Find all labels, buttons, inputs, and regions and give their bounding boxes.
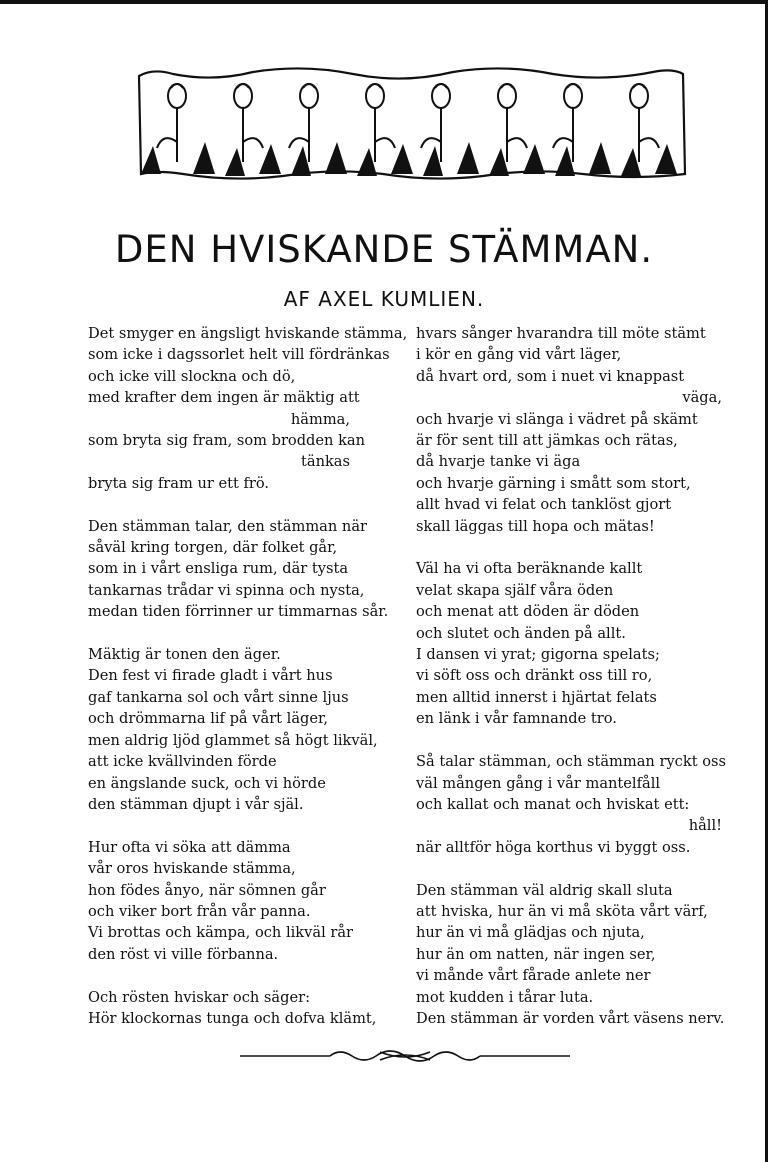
poem-author: AF AXEL KUMLIEN.	[283, 287, 485, 311]
poem-line: men aldrig ljöd glammet så högt likväl,	[88, 731, 378, 749]
left-stanza	[88, 516, 398, 623]
poem-line: den stämman djupt i vår själ.	[88, 795, 304, 813]
left-stanza	[88, 837, 398, 965]
poem-line: vi söft oss och dränkt oss till ro,	[416, 667, 653, 685]
left-stanza	[88, 987, 398, 1030]
right-stanza	[416, 558, 728, 729]
poem-line: Och rösten hviskar och säger:	[88, 988, 310, 1006]
tulip-banner-illustration	[133, 62, 689, 192]
poem-line: Mäktig är tonen den äger.	[88, 646, 281, 664]
poem-line: väga,	[682, 389, 722, 407]
poem-title: DEN HVISKANDE STÄMMAN.	[114, 228, 654, 271]
poem-line: är för sent till att jämkas och rätas,	[416, 432, 678, 450]
tailpiece-ornament	[240, 1044, 570, 1068]
poem-line: då hvarje tanke vi äga	[416, 453, 581, 471]
poem-line: bryta sig fram ur ett frö.	[88, 474, 270, 492]
poem-line: med krafter dem ingen är mäktig att	[88, 389, 360, 407]
poem-line: och hvarje gärning i smått som stort,	[416, 474, 691, 492]
poem-line: som icke i dagssorlet helt vill fördränkas	[88, 346, 390, 364]
poem-line: tänkas	[301, 453, 350, 471]
poem-line: som in i vårt ensliga rum, där tysta	[88, 560, 349, 578]
poem-line: en ängslande suck, och vi hörde	[88, 774, 326, 792]
left-stanza	[88, 323, 408, 494]
poem-line: Så talar stämman, och stämman ryckt oss	[416, 753, 726, 771]
poem-line: och menat att döden är döden	[416, 603, 640, 621]
poem-line: och icke vill slockna och dö,	[88, 367, 296, 385]
poem-line: Den stämman är vorden vårt väsens nerv.	[416, 1009, 725, 1027]
right-stanza	[416, 880, 728, 1030]
poem-line: Det smyger en ängsligt hviskande stämma,	[88, 325, 408, 342]
poem-line: Den stämman talar, den stämman när	[88, 517, 367, 535]
poem-line: och viker bort från vår panna.	[88, 902, 311, 920]
poem-line: Den stämman väl aldrig skall sluta	[416, 881, 673, 899]
poem-line: hon födes ånyo, när sömnen går	[88, 881, 326, 899]
poem-line: Väl ha vi ofta beräknande kallt	[416, 560, 643, 578]
left-stanza	[88, 644, 398, 815]
poem-line: vi månde vårt fårade anlete ner	[416, 967, 651, 985]
poem-line: tankarnas trådar vi spinna och nysta,	[88, 581, 365, 599]
poem-line: velat skapa själf våra öden	[416, 581, 614, 599]
poem-line: och slutet och änden på allt.	[416, 624, 626, 642]
right-stanza	[416, 751, 728, 858]
poem-line: Den fest vi firade gladt i vårt hus	[88, 667, 333, 685]
poem-line: Vi brottas och kämpa, och likväl rår	[88, 924, 354, 942]
poem-line: den röst vi ville förbanna.	[88, 945, 279, 963]
poem-line: som bryta sig fram, som brodden kan	[88, 432, 366, 450]
poem-line: skall läggas till hopa och mätas!	[416, 517, 655, 535]
poem-line: medan tiden förrinner ur timmarnas sår.	[88, 603, 389, 621]
poem-line: och drömmarna lif på vårt läger,	[88, 710, 329, 728]
poem-line: i kör en gång vid vårt läger,	[416, 346, 622, 364]
poem-line: en länk i vår famnande tro.	[416, 710, 617, 728]
poem-line: väl mången gång i vår mantelfåll	[416, 774, 661, 792]
poem-line: när alltför höga korthus vi byggt oss.	[416, 838, 691, 856]
poem-line: och kallat och manat och hviskat ett:	[416, 795, 690, 813]
poem-line: att icke kvällvinden förde	[88, 753, 277, 771]
poem-line: vår oros hviskande stämma,	[88, 860, 296, 878]
poem-line: och hvarje vi slänga i vädret på skämt	[416, 410, 698, 428]
poem-line: hur än om natten, när ingen ser,	[416, 945, 656, 963]
poem-right-column	[416, 323, 728, 1051]
poem-line: mot kudden i tårar luta.	[416, 988, 594, 1006]
poem-line: Hur ofta vi söka att dämma	[88, 838, 291, 856]
right-stanza	[416, 323, 728, 537]
poem-line: såväl kring torgen, där folket går,	[88, 539, 338, 557]
poem-line: hvars sånger hvarandra till möte stämt	[416, 325, 706, 342]
poem-line: allt hvad vi felat och tanklöst gjort	[416, 496, 672, 514]
page-edge-top	[0, 0, 768, 4]
poem-line: Hör klockornas tunga och dofva klämt,	[88, 1009, 377, 1027]
poem-line: hämma,	[290, 410, 350, 428]
poem-line: att hviska, hur än vi må sköta vårt värf,	[416, 902, 708, 920]
poem-left-column	[88, 323, 408, 1051]
poem-line: då hvart ord, som i nuet vi knappast	[416, 367, 685, 385]
poem-line: hur än vi må glädjas och njuta,	[416, 924, 645, 942]
poem-line: I dansen vi yrat; gigorna spelats;	[416, 646, 660, 664]
poem-line: men alltid innerst i hjärtat felats	[416, 688, 657, 706]
poem-line: gaf tankarna sol och vårt sinne ljus	[88, 688, 349, 706]
poem-line: håll!	[688, 817, 722, 835]
